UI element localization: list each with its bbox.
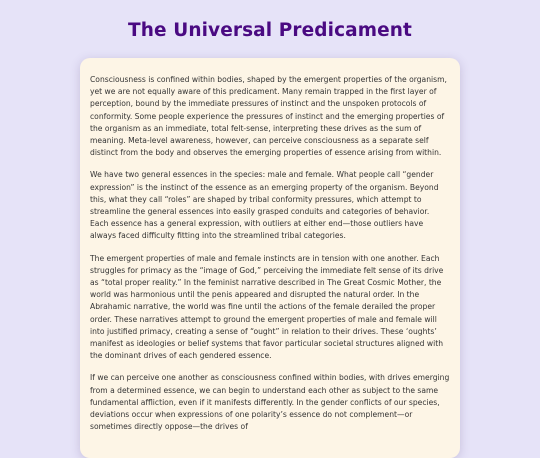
paragraph-two-essences: We have two general essences in the species: male and female. What people call “gender expression” is the instinct of the essence as an emerging property of the organism. Beyond this, what they call “roles” are shaped by tribal conformity pressures, which attempt to streamline the general essences into easily grasped conduits and categories of behavior. Each essence has a general expression, with outliers at either end—those outliers have always faced difficulty fitting into the streamlined tribal categories. (90, 170, 439, 241)
paragraph-tension: The emergent properties of male and female instincts are in tension with one another. Each struggles for primacy as the “image of God,” perceiving the immediate felt sense of its drive as “total proper reality.” In the feminist narrative described in The Great Cosmic Mother, the world was harmonious until the penis appeared and disrupted the natural order. In the Abrahamic narrative, the world was fine until the actions of the female derailed the proper order. These narratives attempt to ground the emergent properties of male and female will into justified primacy, creating a sense of “ought” in relation to their drives. These ‘oughts’ manifest as ideologies or belief systems that favor particular societal structures aligned with the dominant drives of each gendered essence. (90, 253, 444, 361)
page-title: The Universal Predicament (128, 20, 412, 41)
paragraph-consciousness: Consciousness is confined within bodies, shaped by the emergent properties of the organism, yet we are not equally aware of this predicament. Many remain trapped in the first layer of perception, bound by the immediate pressures of instinct and the unspoken protocols of conformity. Some people experience the pressures of instinct and the emerging properties of the organism as an immediate, total felt-sense, interpreting these drives as the sum of meaning. Meta-level awareness, however, can perceive consciousness as a separate self distinct from the body and observes the emerging properties of essence arising from within. (90, 75, 447, 158)
article-card (80, 58, 460, 458)
paragraph-shared-affliction: If we can perceive one another as consciousness confined within bodies, with drives emerging from a determined essence, we can begin to understand each other as subject to the same fundamental affliction, even if it manifests differently. In the gender conflicts of our species, deviations occur when expressions of one polarity’s essence do not complement—or sometimes directly oppose—the drives of (90, 373, 450, 432)
